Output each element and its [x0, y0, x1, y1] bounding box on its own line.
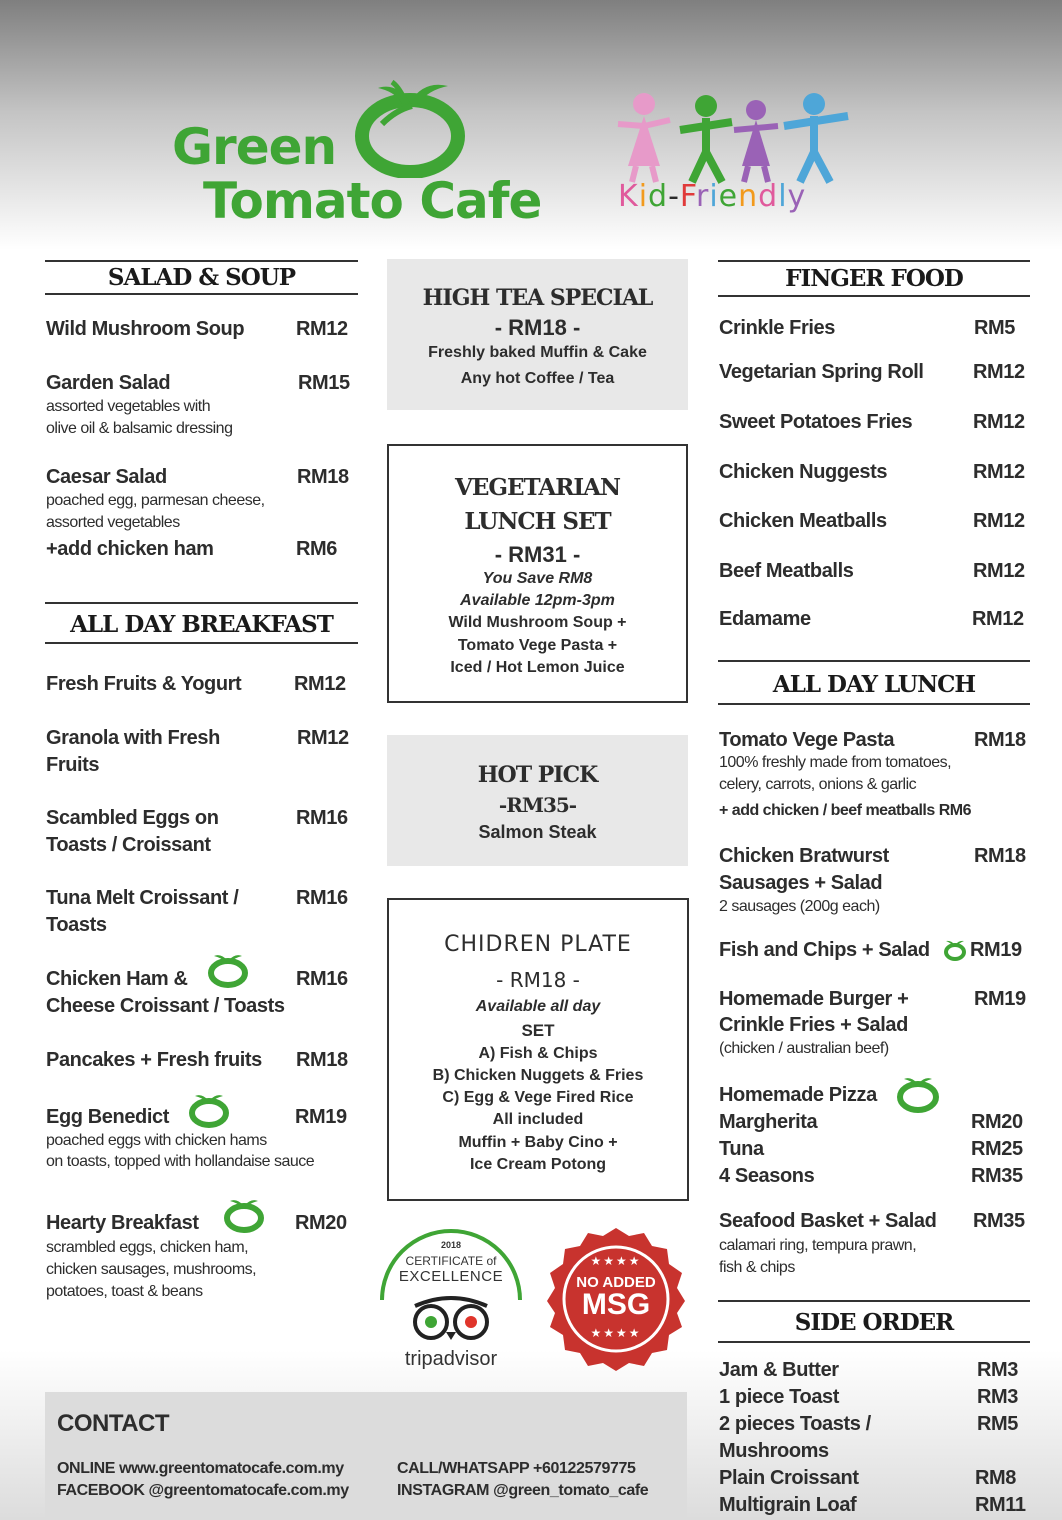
menu-item-name: Jam & Butter — [719, 1359, 839, 1381]
menu-item-name: Beef Meatballs — [719, 560, 854, 582]
menu-item-addon: + add chicken / beef meatballs RM6 — [719, 802, 971, 819]
high-tea-line: Any hot Coffee / Tea — [460, 370, 615, 387]
menu-item-name: Chicken Bratwurst — [719, 845, 889, 867]
veg-lunch-price: - RM31 - — [494, 542, 581, 567]
menu-item-price: RM12 — [973, 510, 1025, 532]
menu-item-desc: scrambled eggs, chicken ham, — [46, 1239, 249, 1256]
pizza-option-name: Margherita — [719, 1111, 818, 1133]
menu-item-name: Homemade Burger + — [719, 988, 909, 1010]
veg-lunch-title: LUNCH SET — [464, 508, 611, 535]
menu-item-name: Tomato Vege Pasta — [719, 729, 895, 751]
menu-item-price: RM19 — [970, 939, 1022, 961]
menu-item-price: RM3 — [977, 1359, 1019, 1381]
hot-pick-title: HOT PICK — [477, 762, 598, 788]
msg-stars: ★★★★ — [590, 1326, 642, 1340]
menu-item-name: Fruits — [46, 754, 100, 776]
logo-text-green: Green — [172, 118, 337, 176]
menu-item-desc: 100% freshly made from tomatoes, — [719, 754, 952, 771]
menu-item-price: RM19 — [295, 1106, 347, 1128]
children-plate-box — [387, 898, 689, 1201]
menu-item-price: RM12 — [297, 727, 349, 749]
hot-pick-item: Salmon Steak — [478, 822, 597, 842]
menu-item-desc: fish & chips — [719, 1259, 795, 1276]
menu-item-name: Chicken Nuggests — [719, 461, 888, 483]
menu-item-name: Plain Croissant — [719, 1467, 859, 1489]
menu-item-price: RM12 — [973, 560, 1025, 582]
divider — [45, 293, 358, 295]
pizza-option-price: RM35 — [971, 1165, 1023, 1187]
divider — [45, 642, 358, 644]
menu-item-name: Granola with Fresh — [46, 727, 220, 749]
veg-lunch-title: VEGETARIAN — [455, 474, 620, 501]
divider — [718, 660, 1030, 662]
menu-item-price: RM12 — [294, 673, 346, 695]
menu-item-price: RM15 — [298, 372, 350, 394]
children-title: CHIDREN PLATE — [444, 932, 632, 957]
logo-text-tomato-cafe: Tomato Cafe — [203, 172, 542, 230]
children-included: Ice Cream Potong — [469, 1156, 607, 1173]
veg-lunch-save: You Save RM8 — [482, 570, 593, 587]
children-price: - RM18 - — [496, 968, 580, 992]
breakfast-heading: ALL DAY BREAKFAST — [70, 611, 333, 638]
menu-item-name: Egg Benedict — [46, 1106, 169, 1128]
hot-pick-box — [387, 735, 688, 866]
hot-pick-price: -RM35- — [498, 793, 577, 817]
veg-lunch-avail: Available 12pm-3pm — [460, 592, 615, 609]
menu-item-desc: (chicken / australian beef) — [719, 1040, 889, 1057]
menu-item-name: Tuna Melt Croissant / — [46, 887, 239, 909]
green-tomato-icon — [222, 1197, 266, 1233]
contact-online: ONLINE www.greentomatocafe.com.my — [57, 1460, 344, 1477]
menu-item-name: Fresh Fruits & Yogurt — [46, 673, 242, 695]
no-msg-badge — [543, 1226, 689, 1372]
cert-line: EXCELLENCE — [398, 1268, 504, 1285]
high-tea-line: Freshly baked Muffin & Cake — [428, 344, 647, 361]
menu-item-price: RM18 — [974, 729, 1026, 751]
menu-item-name: Seafood Basket + Salad — [719, 1210, 937, 1232]
menu-item-name: Cheese Croissant / Toasts — [46, 995, 285, 1017]
salad-heading: SALAD & SOUP — [107, 264, 296, 291]
cert-line: CERTIFICATE of — [405, 1254, 497, 1268]
menu-item-name: Sweet Potatoes Fries — [719, 411, 913, 433]
contact-facebook: FACEBOOK @greentomatocafe.com.my — [57, 1482, 349, 1499]
menu-item-price: RM12 — [972, 608, 1024, 630]
kid-friendly-label: Kid-Friendly — [618, 179, 807, 214]
divider — [718, 260, 1030, 262]
children-included: All included — [492, 1111, 584, 1128]
menu-item-name: Chicken Ham & — [46, 968, 188, 990]
menu-item-name: Multigrain Loaf — [719, 1494, 857, 1516]
menu-item-price: RM18 — [296, 1049, 348, 1071]
menu-item-price: RM5 — [977, 1413, 1019, 1435]
menu-item-desc: 2 sausages (200g each) — [719, 898, 880, 915]
divider — [718, 703, 1030, 705]
tomato-logo-icon — [352, 76, 470, 178]
menu-item-price: RM16 — [296, 887, 348, 909]
green-tomato-icon — [187, 1092, 231, 1128]
msg-text: NO ADDED — [576, 1274, 656, 1291]
children-option: B) Chicken Nuggets & Fries — [432, 1067, 644, 1084]
veg-lunch-box — [387, 444, 688, 703]
menu-item-price: RM18 — [297, 466, 349, 488]
menu-item-name: Caesar Salad — [46, 466, 167, 488]
menu-item-price: RM16 — [296, 968, 348, 990]
high-tea-box — [387, 259, 688, 410]
tripadvisor-wordmark: tripadvisor — [404, 1348, 498, 1370]
menu-item-price: RM19 — [974, 988, 1026, 1010]
green-tomato-icon — [895, 1074, 941, 1114]
menu-item-name: Edamame — [719, 608, 811, 630]
menu-item-name: Toasts — [46, 914, 107, 936]
tripadvisor-badge — [376, 1220, 526, 1380]
menu-item-price: RM3 — [977, 1386, 1019, 1408]
menu-item-desc: poached egg, parmesan cheese, — [46, 492, 265, 509]
menu-item-name: Crinkle Fries — [719, 317, 835, 339]
high-tea-title: HIGH TEA SPECIAL — [422, 285, 653, 311]
menu-item-price: RM16 — [296, 807, 348, 829]
children-included: Muffin + Baby Cino + — [458, 1134, 618, 1151]
menu-item-price: RM12 — [973, 461, 1025, 483]
menu-item-name: Mushrooms — [719, 1440, 829, 1462]
cert-year: 2018 — [440, 1240, 462, 1250]
menu-item-price: RM11 — [975, 1494, 1026, 1516]
veg-lunch-line: Wild Mushroom Soup + — [448, 614, 627, 631]
menu-item-name: Wild Mushroom Soup — [46, 318, 245, 340]
children-option: C) Egg & Vege Fired Rice — [442, 1089, 634, 1106]
menu-item-desc: poached eggs with chicken hams — [46, 1132, 267, 1149]
kids-figures-icon — [608, 86, 858, 186]
menu-item-price: RM5 — [974, 317, 1016, 339]
menu-item-name: Scambled Eggs on — [46, 807, 219, 829]
veg-lunch-line: Tomato Vege Pasta + — [457, 637, 618, 654]
menu-item-price: RM35 — [973, 1210, 1025, 1232]
menu-item-name: 2 pieces Toasts / — [719, 1413, 871, 1435]
menu-item-price: RM12 — [973, 411, 1025, 433]
side-heading: SIDE ORDER — [794, 1309, 954, 1336]
pizza-option-name: 4 Seasons — [719, 1165, 815, 1187]
menu-item-name: Pancakes + Fresh fruits — [46, 1049, 262, 1071]
menu-item-name: Hearty Breakfast — [46, 1212, 199, 1234]
msg-stars: ★★★★ — [590, 1254, 642, 1268]
menu-item-desc: on toasts, topped with hollandaise sauce — [46, 1153, 315, 1170]
menu-item-desc: calamari ring, tempura prawn, — [719, 1237, 917, 1254]
contact-instagram: INSTAGRAM @green_tomato_cafe — [397, 1482, 649, 1499]
menu-item-desc: celery, carrots, onions & garlic — [719, 776, 917, 793]
children-option: A) Fish & Chips — [478, 1045, 598, 1062]
children-set: SET — [521, 1021, 555, 1040]
divider — [718, 295, 1030, 297]
contact-call: CALL/WHATSAPP +60122579775 — [397, 1460, 636, 1477]
menu-item-price: RM8 — [975, 1467, 1017, 1489]
menu-item-desc: olive oil & balsamic dressing — [46, 420, 233, 437]
menu-item-price: RM6 — [296, 538, 338, 560]
contact-box — [45, 1392, 687, 1520]
divider — [45, 602, 358, 604]
veg-lunch-line: Iced / Hot Lemon Juice — [450, 659, 625, 676]
menu-item-name: Toasts / Croissant — [46, 834, 211, 856]
pizza-option-price: RM20 — [971, 1111, 1023, 1133]
menu-item-name: +add chicken ham — [46, 538, 214, 560]
menu-item-name: Homemade Pizza — [719, 1084, 877, 1106]
menu-item-desc: chicken sausages, mushrooms, — [46, 1261, 257, 1278]
menu-item-name: Fish and Chips + Salad — [719, 939, 930, 961]
menu-item-name: 1 piece Toast — [719, 1386, 840, 1408]
menu-item-name: Garden Salad — [46, 372, 171, 394]
menu-item-desc: potatoes, toast & beans — [46, 1283, 203, 1300]
divider — [718, 1300, 1030, 1302]
finger-heading: FINGER FOOD — [785, 265, 963, 292]
divider — [718, 1341, 1030, 1343]
pizza-option-name: Tuna — [719, 1138, 764, 1160]
pizza-option-price: RM25 — [971, 1138, 1023, 1160]
lunch-heading: ALL DAY LUNCH — [772, 671, 976, 698]
green-tomato-icon — [206, 952, 250, 988]
menu-item-price: RM12 — [973, 361, 1025, 383]
divider — [45, 260, 358, 262]
msg-text: MSG — [581, 1288, 651, 1321]
children-avail: Available all day — [475, 998, 601, 1015]
menu-item-price: RM20 — [295, 1212, 347, 1234]
menu-item-desc: assorted vegetables with — [46, 398, 211, 415]
menu-item-desc: assorted vegetables — [46, 514, 180, 531]
menu-item-price: RM12 — [296, 318, 348, 340]
menu-item-name: Chicken Meatballs — [719, 510, 887, 532]
green-tomato-icon — [942, 938, 968, 962]
contact-heading: CONTACT — [57, 1410, 170, 1437]
high-tea-price: - RM18 - — [494, 315, 581, 340]
menu-item-name: Crinkle Fries + Salad — [719, 1014, 908, 1036]
menu-item-price: RM18 — [974, 845, 1026, 867]
menu-item-name: Sausages + Salad — [719, 872, 883, 894]
menu-item-name: Vegetarian Spring Roll — [719, 361, 924, 383]
